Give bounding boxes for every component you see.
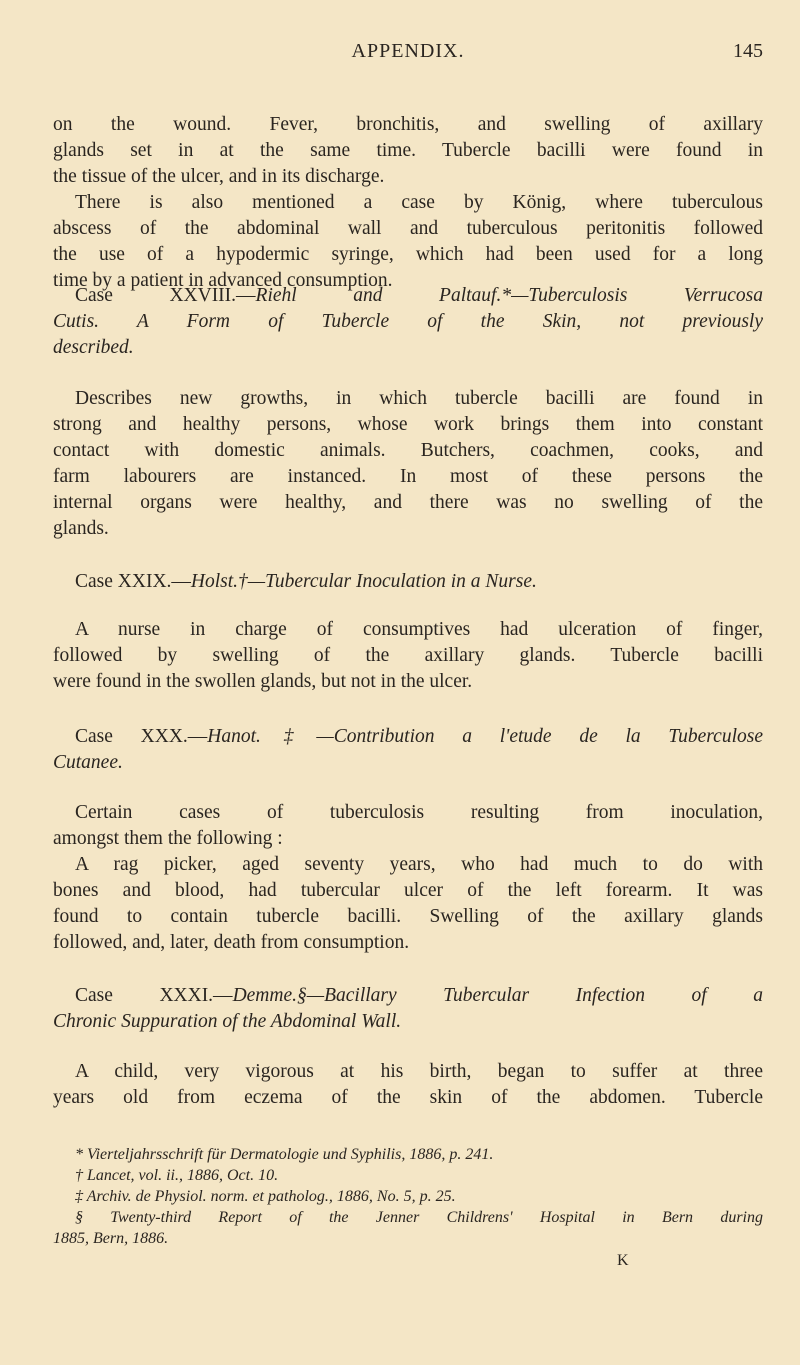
paragraph [53, 1059, 763, 1111]
case-heading [53, 724, 763, 776]
footnote: * Vierteljahrsschrift für Dermatologie und Syphilis, 1886, p. 241. [75, 1146, 494, 1163]
text-line: were found in the swollen glands, but not in the ulcer. [53, 671, 473, 692]
text-line: glands. [53, 518, 109, 539]
signature-mark: K [617, 1252, 629, 1269]
footnote: 1885, Bern, 1886. [53, 1230, 169, 1247]
case-title: Riehl and Paltauf.*—Tuberculosis Verrucosa [255, 285, 763, 306]
footnote: † Lancet, vol. ii., 1886, Oct. 10. [75, 1167, 279, 1184]
text-line: Chronic Suppuration of the Abdominal Wall. [53, 1011, 402, 1032]
page-number: 145 [733, 40, 763, 62]
text-line [53, 569, 763, 595]
footnote: § Twenty-third Report of the Jenner Childrens' Hospital in Bern during [75, 1209, 763, 1226]
text-line: internal organs were healthy, and there was no swelling of the [53, 492, 763, 513]
text-line: A nurse in charge of consumptives had ulceration of finger, [75, 619, 763, 640]
text-line: abscess of the abdominal wall and tuberculous peritonitis followed [53, 218, 763, 239]
footnote: ‡ Archiv. de Physiol. norm. et patholog., 1886, No. 5, p. 25. [75, 1188, 456, 1205]
case-number: Case XXIX.— [75, 571, 191, 592]
text-line: described. [53, 337, 134, 358]
paragraph [53, 852, 763, 956]
text-line [53, 724, 763, 750]
text-line [53, 283, 763, 309]
case-title: Hanot.‡—Contribution a l'etude de la Tuberculose [207, 726, 763, 747]
text-line: followed, and, later, death from consumption. [53, 932, 410, 953]
case-number: Case XXVIII.— [75, 285, 256, 306]
text-line: the use of a hypodermic syringe, which had been used for a long [53, 244, 763, 265]
text-line: Describes new growths, in which tubercle bacilli are found in [75, 388, 763, 409]
text-line: followed by swelling of the axillary glands. Tubercle bacilli [53, 645, 763, 666]
text-line: contact with domestic animals. Butchers, coachmen, cooks, and [53, 440, 763, 461]
text-line: bones and blood, had tubercular ulcer of the left forearm. It was [53, 880, 763, 901]
case-title: Holst.†—Tubercular Inoculation in a Nurse. [190, 571, 537, 592]
footnotes [53, 1144, 763, 1249]
text-line: the tissue of the ulcer, and in its discharge. [53, 166, 385, 187]
case-number: Case XXX.— [75, 726, 208, 747]
text-line: strong and healthy persons, whose work brings them into constant [53, 414, 763, 435]
paragraph [53, 800, 763, 852]
text-line: time by a patient in advanced consumption. [53, 270, 393, 291]
case-heading [53, 569, 763, 595]
text-line: farm labourers are instanced. In most of these persons the [53, 466, 763, 487]
running-header [53, 40, 763, 70]
paragraph [53, 112, 763, 190]
text-line: on the wound. Fever, bronchitis, and swelling of axillary [53, 114, 763, 135]
paragraph [53, 190, 763, 294]
paragraph [53, 386, 763, 542]
case-heading [53, 983, 763, 1035]
text-line: Certain cases of tuberculosis resulting from inoculation, [75, 802, 763, 823]
text-line: There is also mentioned a case by König, where tuberculous [75, 192, 763, 213]
case-heading [53, 283, 763, 361]
text-line: glands set in at the same time. Tubercle bacilli were found in [53, 140, 763, 161]
running-title: APPENDIX. [351, 40, 465, 62]
text-line: A rag picker, aged seventy years, who had much to do with [75, 854, 763, 875]
text-line: A child, very vigorous at his birth, began to suffer at three [75, 1061, 763, 1082]
case-title: Demme.§—Bacillary Tubercular Infection of a [232, 985, 763, 1006]
text-line: years old from eczema of the skin of the abdomen. Tubercle [53, 1087, 763, 1108]
text-line: found to contain tubercle bacilli. Swelling of the axillary glands [53, 906, 763, 927]
paragraph [53, 617, 763, 695]
text-line: amongst them the following : [53, 828, 283, 849]
text-line: Cutanee. [53, 752, 123, 773]
text-line [53, 983, 763, 1009]
text-line: Cutis. A Form of Tubercle of the Skin, not previously [53, 311, 763, 332]
case-number: Case XXXI.— [75, 985, 233, 1006]
